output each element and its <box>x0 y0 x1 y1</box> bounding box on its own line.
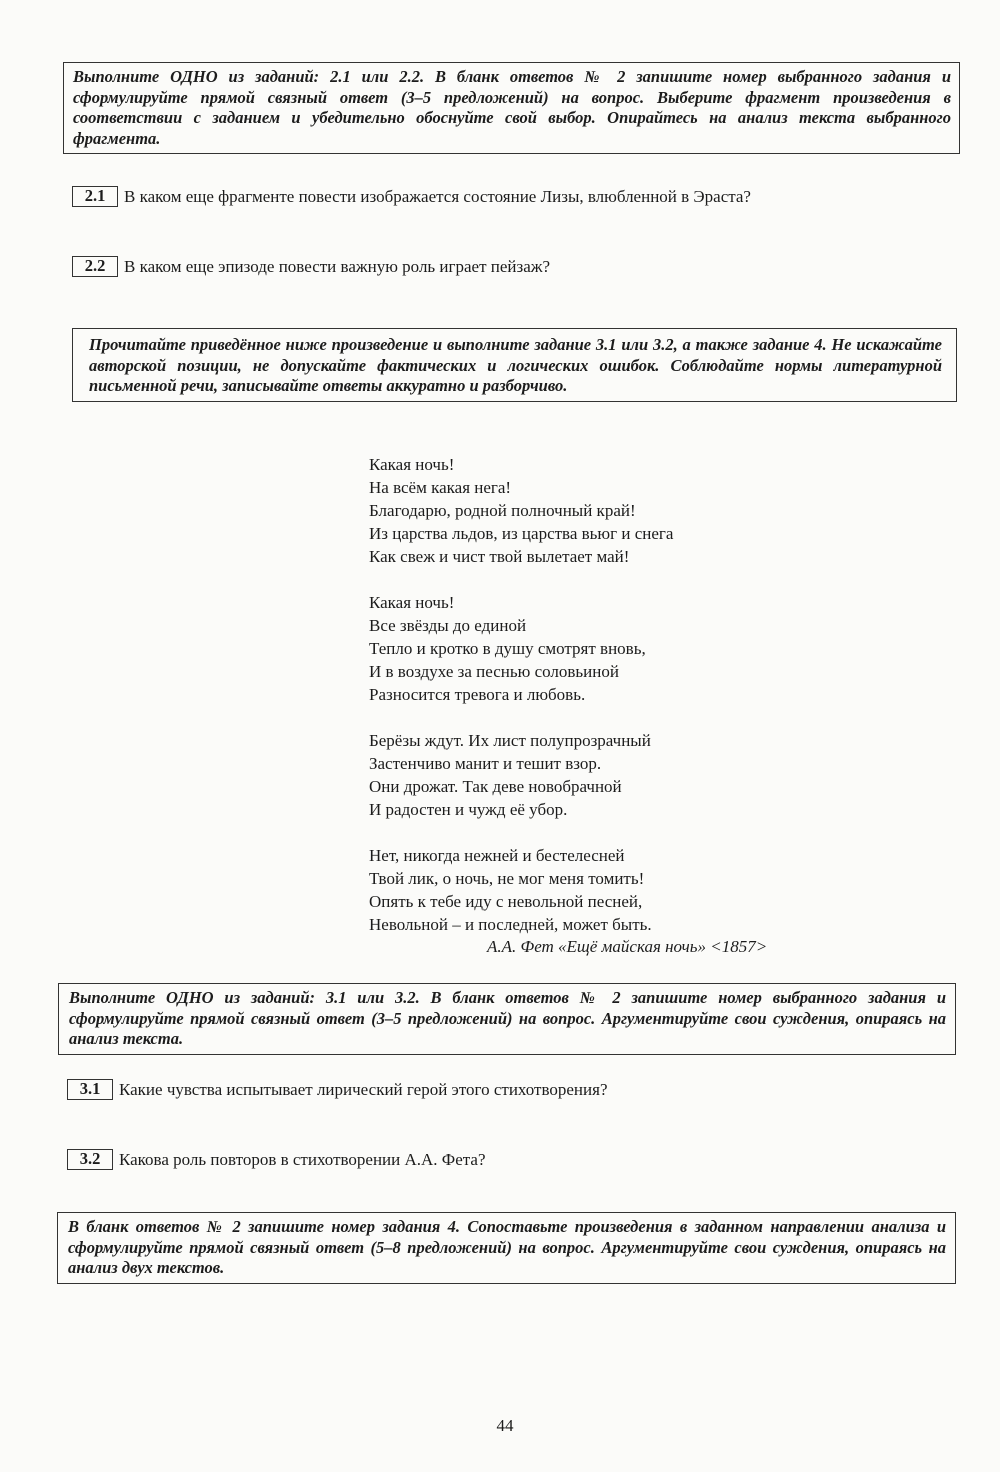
poem <box>369 453 673 936</box>
poem-line: Благодарю, родной полночный край! <box>369 501 636 520</box>
poem-line: Тепло и кротко в душу смотрят вновь, <box>369 639 646 658</box>
poem-line: И в воздухе за песнью соловьиной <box>369 662 619 681</box>
task-2-2 <box>72 256 550 278</box>
task-number-badge: 2.2 <box>72 256 118 277</box>
poem-line: Какая ночь! <box>369 593 455 612</box>
poem-stanza <box>369 453 673 568</box>
poem-line: Опять к тебе иду с невольной песней, <box>369 892 643 911</box>
task-number-badge: 3.1 <box>67 1079 113 1100</box>
poem-line: Застенчиво манит и тешит взор. <box>369 754 602 773</box>
poem-line: Как свеж и чист твой вылетает май! <box>369 547 630 566</box>
poem-attribution: А.А. Фет «Ещё майская ночь» <1857> <box>487 937 768 956</box>
poem-line: Они дрожат. Так деве новобрачной <box>369 777 622 796</box>
poem-stanza <box>369 729 673 821</box>
poem-line: Из царства льдов, из царства вьюг и снега <box>369 524 674 543</box>
page-number: 44 <box>496 1416 514 1435</box>
poem-line: Все звёзды до единой <box>369 616 527 635</box>
task-question: Какова роль повторов в стихотворении А.А. Фета? <box>119 1150 486 1169</box>
task-2-1 <box>72 186 751 208</box>
instruction-box-task-4: В бланк ответов № 2 запишите номер задания 4. Сопоставьте произведения в заданном направлении анализа и сформулируйте прямой связный ответ (5–8 предложений) на вопрос. Аргументируйте свои суждения, опираясь на анализ двух текстов. <box>57 1212 956 1284</box>
task-question: В каком еще эпизоде повести важную роль играет пейзаж? <box>124 257 551 276</box>
poem-line: Невольной – и последней, может быть. <box>369 915 652 934</box>
poem-stanza <box>369 591 673 706</box>
task-question: Какие чувства испытывает лирический герой этого стихотворения? <box>119 1080 608 1099</box>
instruction-box-tasks-2: Выполните ОДНО из заданий: 2.1 или 2.2. В бланк ответов № 2 запишите номер выбранного задания и сформулируйте прямой связный ответ (3–5 предложений) на вопрос. Выберите фрагмент произведения в соответствии с заданием и убедительно обоснуйте свой выбор. Опирайтесь на анализ текста выбранного фрагмента. <box>63 62 960 154</box>
poem-line: Твой лик, о ночь, не мог меня томить! <box>369 869 645 888</box>
poem-line: Берёзы ждут. Их лист полупрозрачный <box>369 731 651 750</box>
poem-stanza <box>369 844 673 936</box>
poem-line: Нет, никогда нежней и бестелесней <box>369 846 625 865</box>
task-number-badge: 3.2 <box>67 1149 113 1170</box>
task-question: В каком еще фрагменте повести изображается состояние Лизы, влюбленной в Эраста? <box>124 187 751 206</box>
poem-line: Разносится тревога и любовь. <box>369 685 586 704</box>
task-number-badge: 2.1 <box>72 186 118 207</box>
task-3-2 <box>67 1149 486 1171</box>
instruction-box-read-poem: Прочитайте приведённое ниже произведение и выполните задание 3.1 или 3.2, а также задание 4. Не искажайте авторской позиции, не допускайте фактических и логических ошибок. Соблюдайте нормы литературной письменной речи, записывайте ответы аккуратно и разборчиво. <box>72 328 957 402</box>
poem-line: И радостен и чужд её убор. <box>369 800 568 819</box>
poem-line: Какая ночь! <box>369 455 455 474</box>
task-3-1 <box>67 1079 607 1101</box>
poem-line: На всём какая нега! <box>369 478 512 497</box>
instruction-box-tasks-3: Выполните ОДНО из заданий: 3.1 или 3.2. В бланк ответов № 2 запишите номер выбранного задания и сформулируйте прямой связный ответ (3–5 предложений) на вопрос. Аргументируйте свои суждения, опираясь на анализ текста. <box>58 983 956 1055</box>
